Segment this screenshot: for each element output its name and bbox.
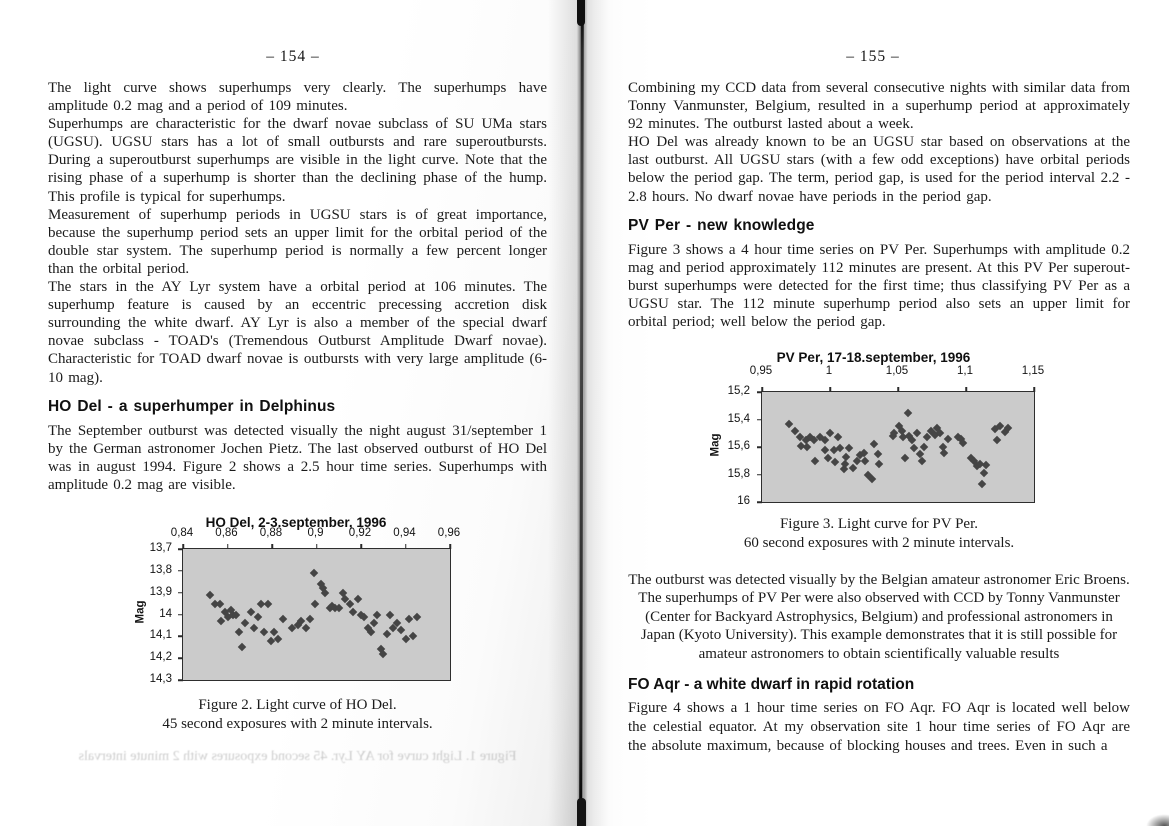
- data-point: [821, 446, 829, 454]
- paragraph: The stars in the AY Lyr system have a orbital period at 106 minutes. The superhump feature is caused by an eccentric precessing accretion disk surrounding the white dwarf. AY Lyr is also a member of the special dwarf novae subclass - TOAD's (Tremendous Outburst Amplitude Dwarf novae). Characteristic for TOAD dwarf novae is outbursts with very large amplitude (6-10 mag).: [48, 279, 547, 386]
- data-point: [367, 628, 375, 636]
- x-tick-label: 0,96: [437, 527, 461, 539]
- data-point: [901, 454, 909, 462]
- data-point: [831, 458, 839, 466]
- y-tick-label: 15,8: [727, 467, 750, 480]
- data-point: [412, 612, 420, 620]
- data-point: [311, 599, 319, 607]
- data-point: [944, 435, 952, 443]
- y-tick-mark: [757, 419, 762, 421]
- y-tick-mark: [757, 501, 762, 503]
- figure-2-caption: [48, 696, 547, 733]
- x-tick-mark: [897, 387, 899, 392]
- x-tick-label: 0,86: [215, 527, 238, 539]
- data-point: [310, 569, 318, 577]
- data-point: [397, 626, 405, 634]
- data-point: [834, 433, 842, 441]
- data-point: [869, 440, 877, 448]
- page-154: [0, 0, 580, 826]
- x-axis-tick-labels: [170, 527, 461, 542]
- data-point: [913, 429, 921, 437]
- data-point: [978, 480, 986, 488]
- data-point: [386, 610, 394, 618]
- x-tick-mark: [360, 544, 362, 549]
- figure-3-light-curve: [709, 349, 1045, 507]
- paragraph: Figure 3 shows a 4 hour time series on PV Per. Superhumps with amplitude 0.2 mag and period approximately 112 minutes are present. At this PV Per superout-burst superhumps were detected for the first time; thus classifying PV Per as a UGSU star. The 112 minute superhump period also sets an upper limit for orbital period; well below the period gap.: [628, 241, 1130, 331]
- chart-title: HO Del, 2-3.september, 1996: [205, 515, 387, 530]
- x-tick-label: 0,84: [170, 527, 194, 539]
- y-tick-mark: [757, 474, 762, 476]
- x-tick-mark: [449, 544, 451, 549]
- y-tick-label: 15,4: [727, 412, 750, 425]
- y-tick-mark: [178, 592, 183, 594]
- data-point: [785, 419, 793, 427]
- data-point: [379, 650, 387, 658]
- data-point: [903, 408, 911, 416]
- y-tick-label: 14: [159, 607, 172, 620]
- y-tick-label: 14,3: [149, 673, 172, 685]
- y-tick-label: 14,1: [149, 629, 172, 642]
- y-tick-mark: [178, 636, 183, 638]
- section-heading-fo-aqr: FO Aqr - a white dwarf in rapid rotation: [628, 676, 915, 693]
- data-point: [232, 610, 240, 618]
- y-tick-mark: [178, 657, 183, 659]
- x-tick-label: 0,94: [393, 527, 416, 539]
- caption-line: 45 second exposures with 2 minute intervals.: [162, 715, 433, 732]
- paragraph: HO Del was already known to be an UGSU star based on observations at the last outburst. All UGSU stars (with a few odd exceptions) have orbital periods below the period gap. The term, period gap, is used for the period interval 2.2 - 2.8 hours. No dwarf novae have periods in the period gap.: [628, 134, 1130, 205]
- data-point: [979, 469, 987, 477]
- y-tick-label: 13,9: [149, 585, 172, 598]
- caption-line: Figure 2. Light curve of HO Del.: [198, 697, 397, 713]
- y-axis-label: Mag: [709, 433, 722, 457]
- caption-line: Figure 3. Light curve for PV Per.: [779, 516, 979, 532]
- chart-title: PV Per, 17-18.september, 1996: [776, 350, 971, 365]
- paragraph: Measurement of superhump periods in UGSU stars is of great importance, because the superhump period sets an upper limit for the orbital period of the double star system. The superhump period is normally a few percent longer than the orbital period.: [48, 206, 547, 277]
- data-point: [263, 599, 271, 607]
- paragraph: Superhumps are characteristic for the dwarf novae subclass of SU UMa stars (UGSU). UGSU stars has a lot of small outbursts and rare superoutbursts. During a superoutburst superhumps are visible in the light curve. Note that the rising phase of a superhump is shorter than the declining phase of the hump. This profile is typical for superhumps.: [48, 116, 547, 205]
- x-tick-label: 0,9: [307, 527, 324, 539]
- data-point: [875, 459, 883, 467]
- data-point: [241, 619, 249, 627]
- data-point: [253, 612, 261, 620]
- book-gutter-shadow: [548, 0, 608, 826]
- data-point: [803, 443, 811, 451]
- data-point: [302, 623, 310, 631]
- data-point: [238, 643, 246, 651]
- x-tick-label: 1,05: [885, 365, 909, 377]
- data-point: [959, 439, 967, 447]
- y-tick-label: 15,6: [727, 440, 750, 452]
- bleedthrough-text: Figure 1. Light curve for AY Lyr. 45 second exposures with 2 minute intervals: [78, 749, 517, 764]
- y-tick-label: 13,7: [149, 542, 172, 554]
- data-point: [940, 448, 948, 456]
- x-tick-label: 0,95: [749, 365, 773, 377]
- y-tick-mark: [178, 679, 183, 681]
- paragraph-fo-aqr: Figure 4 shows a 1 hour time series on FO Aqr. FO Aqr is located well below the celestial equator. At my observation site 1 hour time series of FO Aqr are the absolute maximum, because of blocking houses and trees. Even in such a: [628, 700, 1130, 754]
- data-point: [873, 450, 881, 458]
- data-point: [205, 591, 213, 599]
- y-axis-label: Mag: [134, 600, 147, 624]
- plot-area: [182, 548, 451, 681]
- data-point: [409, 632, 417, 640]
- caption-line: 60 second exposures with 2 minute intervals.: [743, 534, 1015, 551]
- paragraph: The light curve shows superhumps very clearly. The superhumps have amplitude 0.2 mag and a period of 109 minutes.: [48, 80, 547, 115]
- x-tick-label: 1,15: [1021, 365, 1045, 377]
- y-tick-label: 15,2: [727, 385, 750, 397]
- paragraph: Combining my CCD data from several consecutive nights with similar data from Tonny Vanmunster, Belgium, resulted in a superhump period at approximately 92 minutes. The outburst lasted about a week.: [628, 80, 1130, 133]
- data-point: [321, 588, 329, 596]
- data-point: [860, 457, 868, 465]
- data-point: [217, 617, 225, 625]
- section-heading-ho-del: HO Del - a superhumper in Delphinus: [48, 397, 336, 415]
- y-tick-label: 16: [737, 495, 750, 507]
- x-tick-mark: [965, 387, 967, 392]
- x-tick-mark: [405, 544, 407, 549]
- data-point: [260, 628, 268, 636]
- gutter-dark-top: [577, 0, 585, 26]
- y-tick-mark: [178, 614, 183, 616]
- data-point: [360, 612, 368, 620]
- y-tick-label: 14,2: [149, 651, 172, 664]
- data-point: [845, 444, 853, 452]
- x-tick-label: 1,1: [957, 365, 973, 377]
- data-point: [918, 457, 926, 465]
- data-point: [382, 630, 390, 638]
- x-tick-mark: [1033, 387, 1035, 392]
- gutter-dark-bottom: [577, 798, 586, 826]
- page-number-right: – 155 –: [846, 48, 900, 65]
- data-point: [250, 623, 258, 631]
- y-tick-mark: [178, 548, 183, 550]
- scan-corner-smudge: [1146, 814, 1169, 826]
- data-point: [306, 615, 314, 623]
- data-point: [353, 595, 361, 603]
- y-tick-mark: [178, 570, 183, 572]
- x-tick-mark: [271, 544, 273, 549]
- x-tick-label: 0,92: [348, 527, 372, 539]
- section-heading-pv-per: PV Per - new knowledge: [628, 216, 815, 234]
- figure-2-light-curve: [134, 514, 461, 686]
- x-tick-mark: [227, 544, 229, 549]
- data-point: [993, 436, 1001, 444]
- figure-3-caption: [628, 515, 1130, 552]
- right-text-block: [628, 79, 1130, 331]
- x-tick-label: 0,88: [259, 527, 283, 539]
- paragraph: The September outburst was detected visually the night august 31/september 1 by the German astronomer Jochen Pietz. The last observed outburst of HO Del was in august 1994. Figure 2 shows a 2.5 hour time series. Superhumps with amplitude 0.2 mag are visible.: [48, 422, 547, 493]
- paragraph-outburst: The outburst was detected visually by the Belgian amateur astronomer Eric Broens. The superhumps of PV Per were also observed with CCD by Tonny Vanmunster (Center for Backyard Astrophysics, Belgium) and professional astronomers in Japan (Kyoto University). This example demonstrates that it is still possible for amateur astronomers to obtain scientifically valuable results: [628, 572, 1130, 662]
- plot-area: [761, 391, 1035, 503]
- y-tick-mark: [757, 391, 762, 393]
- y-tick-label: 13,8: [149, 563, 172, 576]
- x-tick-mark: [316, 544, 318, 549]
- data-point: [234, 628, 242, 636]
- y-tick-mark: [757, 446, 762, 448]
- x-tick-mark: [829, 387, 831, 392]
- data-point: [811, 457, 819, 465]
- data-point: [868, 474, 876, 482]
- data-point: [279, 615, 287, 623]
- x-tick-label: 1: [825, 365, 833, 377]
- data-point: [405, 615, 413, 623]
- page-number-left: – 154 –: [266, 48, 320, 65]
- left-text-block: [48, 79, 547, 494]
- x-axis-tick-labels: [749, 365, 1045, 380]
